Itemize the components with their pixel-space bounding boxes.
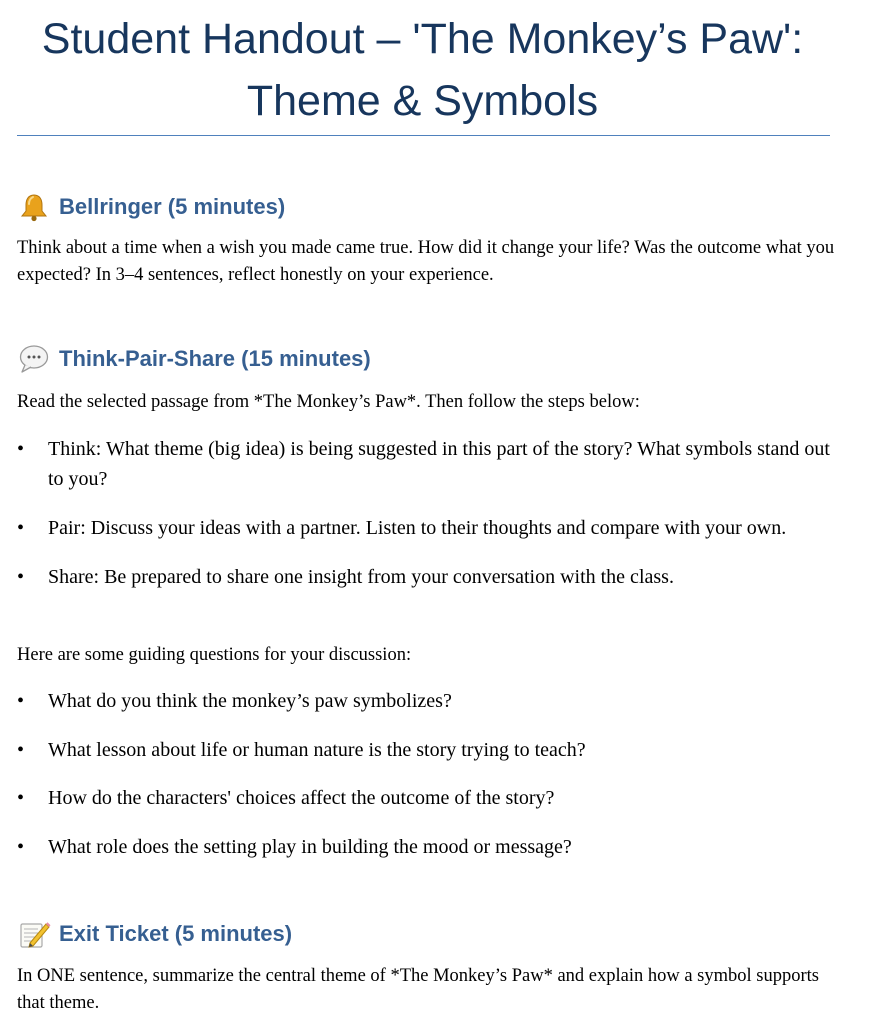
bullet-icon: • bbox=[17, 438, 25, 460]
steps-list bbox=[17, 434, 847, 611]
question-1: What do you think the monkey’s paw symbolizes? bbox=[48, 690, 452, 712]
step-share: Share: Be prepared to share one insight from your conversation with the class. bbox=[48, 566, 674, 588]
step-think: Think: What theme (big idea) is being suggested in this part of the story? What symbols stand out to you? bbox=[48, 438, 830, 490]
speech-bubble-icon bbox=[17, 344, 51, 374]
memo-icon bbox=[17, 919, 51, 949]
list-item bbox=[17, 832, 847, 862]
bullet-icon: • bbox=[17, 690, 25, 712]
exit-ticket-heading bbox=[17, 919, 292, 949]
list-item bbox=[17, 735, 847, 765]
bullet-icon: • bbox=[17, 738, 25, 761]
bullet-icon: • bbox=[17, 517, 25, 539]
list-item bbox=[17, 562, 847, 592]
question-3: How do the characters' choices affect the outcome of the story? bbox=[48, 787, 555, 809]
question-4: What role does the setting play in building the mood or message? bbox=[48, 835, 572, 858]
title-divider bbox=[17, 135, 830, 136]
bellringer-prompt: Think about a time when a wish you made came true. How did it change your life? Was the outcome what you expected? In 3–4 sentences, reflect honestly on your experience. bbox=[17, 238, 835, 285]
guiding-questions-intro: Here are some guiding questions for your discussion: bbox=[17, 645, 412, 665]
list-item bbox=[17, 434, 847, 494]
think-pair-share-heading bbox=[17, 344, 371, 374]
step-pair: Pair: Discuss your ideas with a partner. Listen to their thoughts and compare with your own. bbox=[48, 517, 787, 539]
bellringer-heading bbox=[17, 192, 285, 222]
bullet-icon: • bbox=[17, 787, 25, 809]
question-2: What lesson about life or human nature is the story trying to teach? bbox=[48, 738, 586, 761]
think-pair-share-intro: Read the selected passage from *The Monkey’s Paw*. Then follow the steps below: bbox=[17, 392, 640, 412]
bullet-icon: • bbox=[17, 835, 25, 858]
page-title-line-1: Student Handout – 'The Monkey’s Paw': bbox=[41, 15, 804, 63]
page-title-line-2: Theme & Symbols bbox=[246, 77, 599, 125]
bell-icon bbox=[17, 192, 51, 222]
list-item bbox=[17, 686, 847, 716]
page-title bbox=[0, 8, 845, 132]
think-pair-share-heading-text: Think-Pair-Share (15 minutes) bbox=[59, 346, 371, 371]
list-item bbox=[17, 783, 847, 813]
bullet-icon: • bbox=[17, 566, 25, 588]
list-item bbox=[17, 513, 847, 543]
bellringer-heading-text: Bellringer (5 minutes) bbox=[59, 194, 286, 219]
guiding-questions-list bbox=[17, 686, 847, 880]
exit-ticket-prompt: In ONE sentence, summarize the central theme of *The Monkey’s Paw* and explain how a symbol supports that theme. bbox=[17, 966, 819, 1013]
exit-ticket-heading-text: Exit Ticket (5 minutes) bbox=[59, 921, 293, 946]
